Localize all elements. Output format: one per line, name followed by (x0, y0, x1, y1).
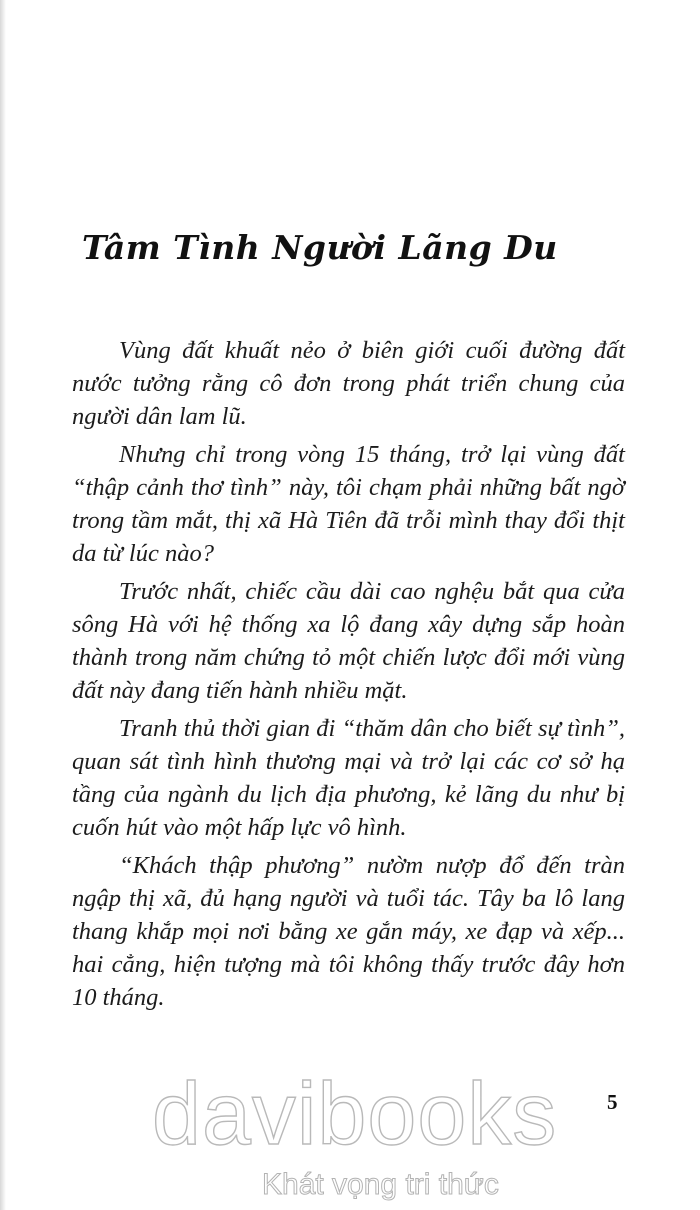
paragraph-4: Tranh thủ thời gian đi “thăm dân cho biết sự tình”, quan sát tình hình thương mại và trở lại các cơ sở hạ tầng của ngành du lịch địa phương, kẻ lãng du như bị cuốn hút vào một hấp lực vô hình. (72, 715, 625, 841)
chapter-title: Tâm Tình Người Lãng Du (82, 228, 558, 267)
paragraph-2: Nhưng chỉ trong vòng 15 tháng, trở lại vùng đất “thập cảnh thơ tình” này, tôi chạm phải những bất ngờ trong tầm mắt, thị xã Hà Tiên đã trỗi mình thay đổi thịt da từ lúc nào? (72, 441, 625, 567)
watermark-tagline: Khát vọng tri thức (262, 1168, 499, 1201)
paragraph-3: Trước nhất, chiếc cầu dài cao nghệu bắt qua cửa sông Hà với hệ thống xa lộ đang xây dựng sắp hoàn thành trong năm chứng tỏ một chiến lược đổi mới vùng đất này đang tiến hành nhiều mặt. (72, 578, 625, 704)
body-text (72, 334, 625, 1019)
paragraph-1: Vùng đất khuất nẻo ở biên giới cuối đường đất nước tưởng rằng cô đơn trong phát triển chung của người dân lam lũ. (72, 337, 625, 430)
page-number: 5 (607, 1090, 618, 1114)
paragraph-5: “Khách thập phương” nườm nượp đổ đến tràn ngập thị xã, đủ hạng người và tuổi tác. Tây ba lô lang thang khắp mọi nơi bằng xe gắn máy, xe đạp và xếp... hai cẳng, hiện tượng mà tôi không thấy trước đây hơn 10 tháng. (72, 852, 625, 1011)
watermark-logo: davibooks (152, 1064, 558, 1163)
page-binding-shadow (0, 0, 6, 1210)
